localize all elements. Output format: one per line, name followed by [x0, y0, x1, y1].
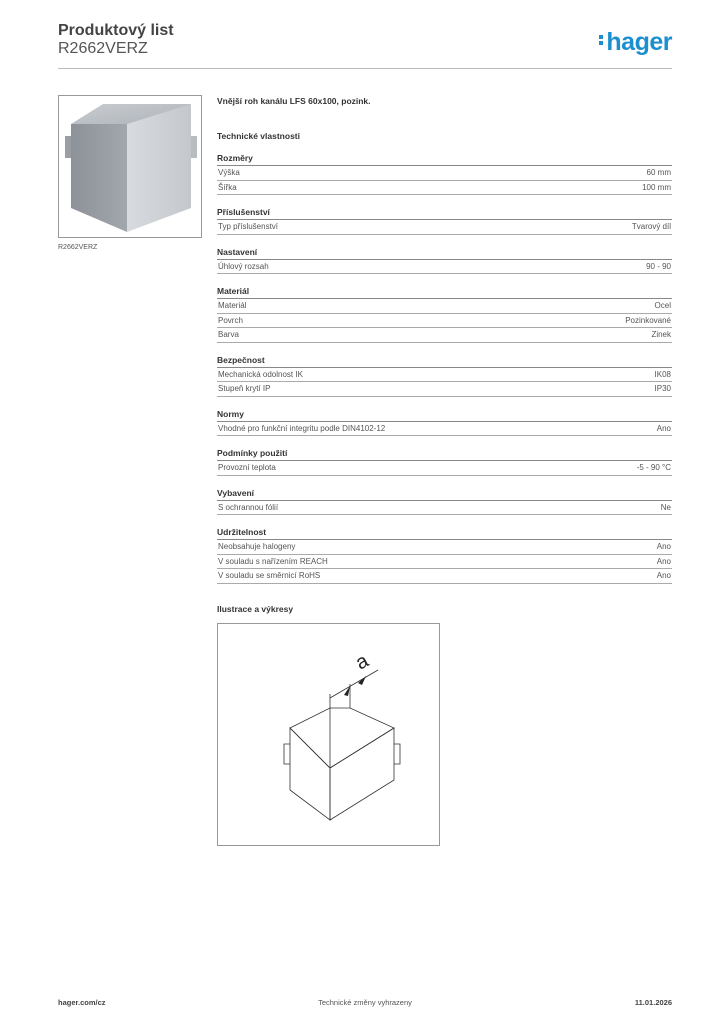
- row-key: Barva: [218, 330, 239, 339]
- row-key: Materiál: [218, 301, 247, 310]
- row-key: Neobsahuje halogeny: [218, 542, 296, 551]
- table-row: [217, 540, 672, 555]
- section-settings: [217, 247, 672, 275]
- row-value: Ocel: [654, 301, 671, 310]
- row-value: Ne: [660, 502, 671, 512]
- row-value: 100 mm: [642, 182, 671, 192]
- row-key: Úhlový rozsah: [218, 261, 269, 271]
- product-code: R2662VERZ: [58, 40, 148, 57]
- table-row: [217, 569, 672, 584]
- section-material: [217, 286, 672, 343]
- table-row: [217, 555, 672, 570]
- section-equipment: [217, 488, 672, 516]
- footer-website: hager.com/cz: [58, 998, 106, 1007]
- section-title: Normy: [217, 409, 672, 422]
- table-row: [217, 260, 672, 275]
- corner-drawing-image: [218, 624, 439, 845]
- section-accessories: [217, 207, 672, 235]
- section-safety: [217, 355, 672, 397]
- row-value: Zinek: [651, 330, 671, 339]
- product-photo-image: [59, 96, 201, 237]
- section-title: Udržitelnost: [217, 527, 672, 540]
- row-key: Mechanická odolnost IK: [218, 369, 303, 379]
- product-description: Vnější roh kanálu LFS 60x100, pozink.: [217, 96, 371, 106]
- table-row: [217, 166, 672, 181]
- table-row: [217, 461, 672, 476]
- row-key: V souladu s nařízením REACH: [218, 556, 328, 566]
- section-sustainability: [217, 527, 672, 584]
- section-title: Nastavení: [217, 247, 672, 260]
- technical-properties-heading: Technické vlastnosti: [217, 131, 300, 141]
- section-standards: [217, 409, 672, 437]
- product-details: [217, 96, 672, 596]
- row-value: Pozinkované: [625, 315, 671, 325]
- table-row: [217, 181, 672, 196]
- section-title: Příslušenství: [217, 207, 672, 220]
- row-value: Ano: [656, 542, 671, 551]
- row-value: Tvarový díl: [631, 222, 671, 231]
- footer-disclaimer: Technické změny vyhrazeny: [318, 998, 412, 1007]
- dimension-label: a: [352, 649, 373, 675]
- table-row: [217, 328, 672, 343]
- section-conditions: [217, 448, 672, 476]
- technical-drawing: [217, 623, 440, 846]
- document-title: Produktový list: [58, 22, 174, 39]
- document-header: [58, 22, 672, 70]
- row-value: IK08: [654, 369, 671, 379]
- section-title: Vybavení: [217, 488, 672, 501]
- logo-dots-icon: [599, 33, 604, 47]
- row-key: Výška: [218, 168, 240, 177]
- row-value: IP30: [654, 384, 671, 393]
- section-title: Rozměry: [217, 153, 672, 166]
- table-row: [217, 368, 672, 383]
- row-value: Ano: [656, 423, 671, 433]
- row-value: Ano: [656, 571, 671, 580]
- row-value: Ano: [656, 556, 671, 566]
- product-photo: [58, 95, 202, 238]
- row-value: 60 mm: [646, 168, 671, 177]
- section-dimensions: [217, 153, 672, 195]
- header-divider: [58, 68, 672, 69]
- row-key: Typ příslušenství: [218, 222, 279, 231]
- row-key: Provozní teplota: [218, 463, 276, 472]
- hager-logo: [599, 28, 672, 57]
- row-key: Vhodné pro funkční integritu podle DIN4102-12: [218, 423, 386, 433]
- row-key: Šířka: [218, 182, 237, 192]
- row-key: V souladu se směrnicí RoHS: [218, 571, 321, 580]
- table-row: [217, 299, 672, 314]
- table-row: [217, 220, 672, 235]
- table-row: [217, 501, 672, 516]
- section-title: Bezpečnost: [217, 355, 672, 368]
- footer-date: 11.01.2026: [634, 998, 672, 1007]
- illustrations-heading: Ilustrace a výkresy: [217, 604, 294, 614]
- section-title: Materiál: [217, 286, 672, 299]
- row-value: 90 - 90: [646, 261, 671, 271]
- row-value: -5 - 90 °C: [636, 463, 671, 472]
- row-key: Stupeň krytí IP: [218, 384, 271, 393]
- table-row: [217, 314, 672, 329]
- photo-caption: R2662VERZ: [58, 244, 98, 251]
- row-key: S ochrannou fólií: [218, 502, 279, 512]
- row-key: Povrch: [218, 315, 243, 325]
- section-title: Podmínky použití: [217, 448, 672, 461]
- logo-text: hager: [606, 28, 672, 56]
- table-row: [217, 382, 672, 397]
- table-row: [217, 422, 672, 437]
